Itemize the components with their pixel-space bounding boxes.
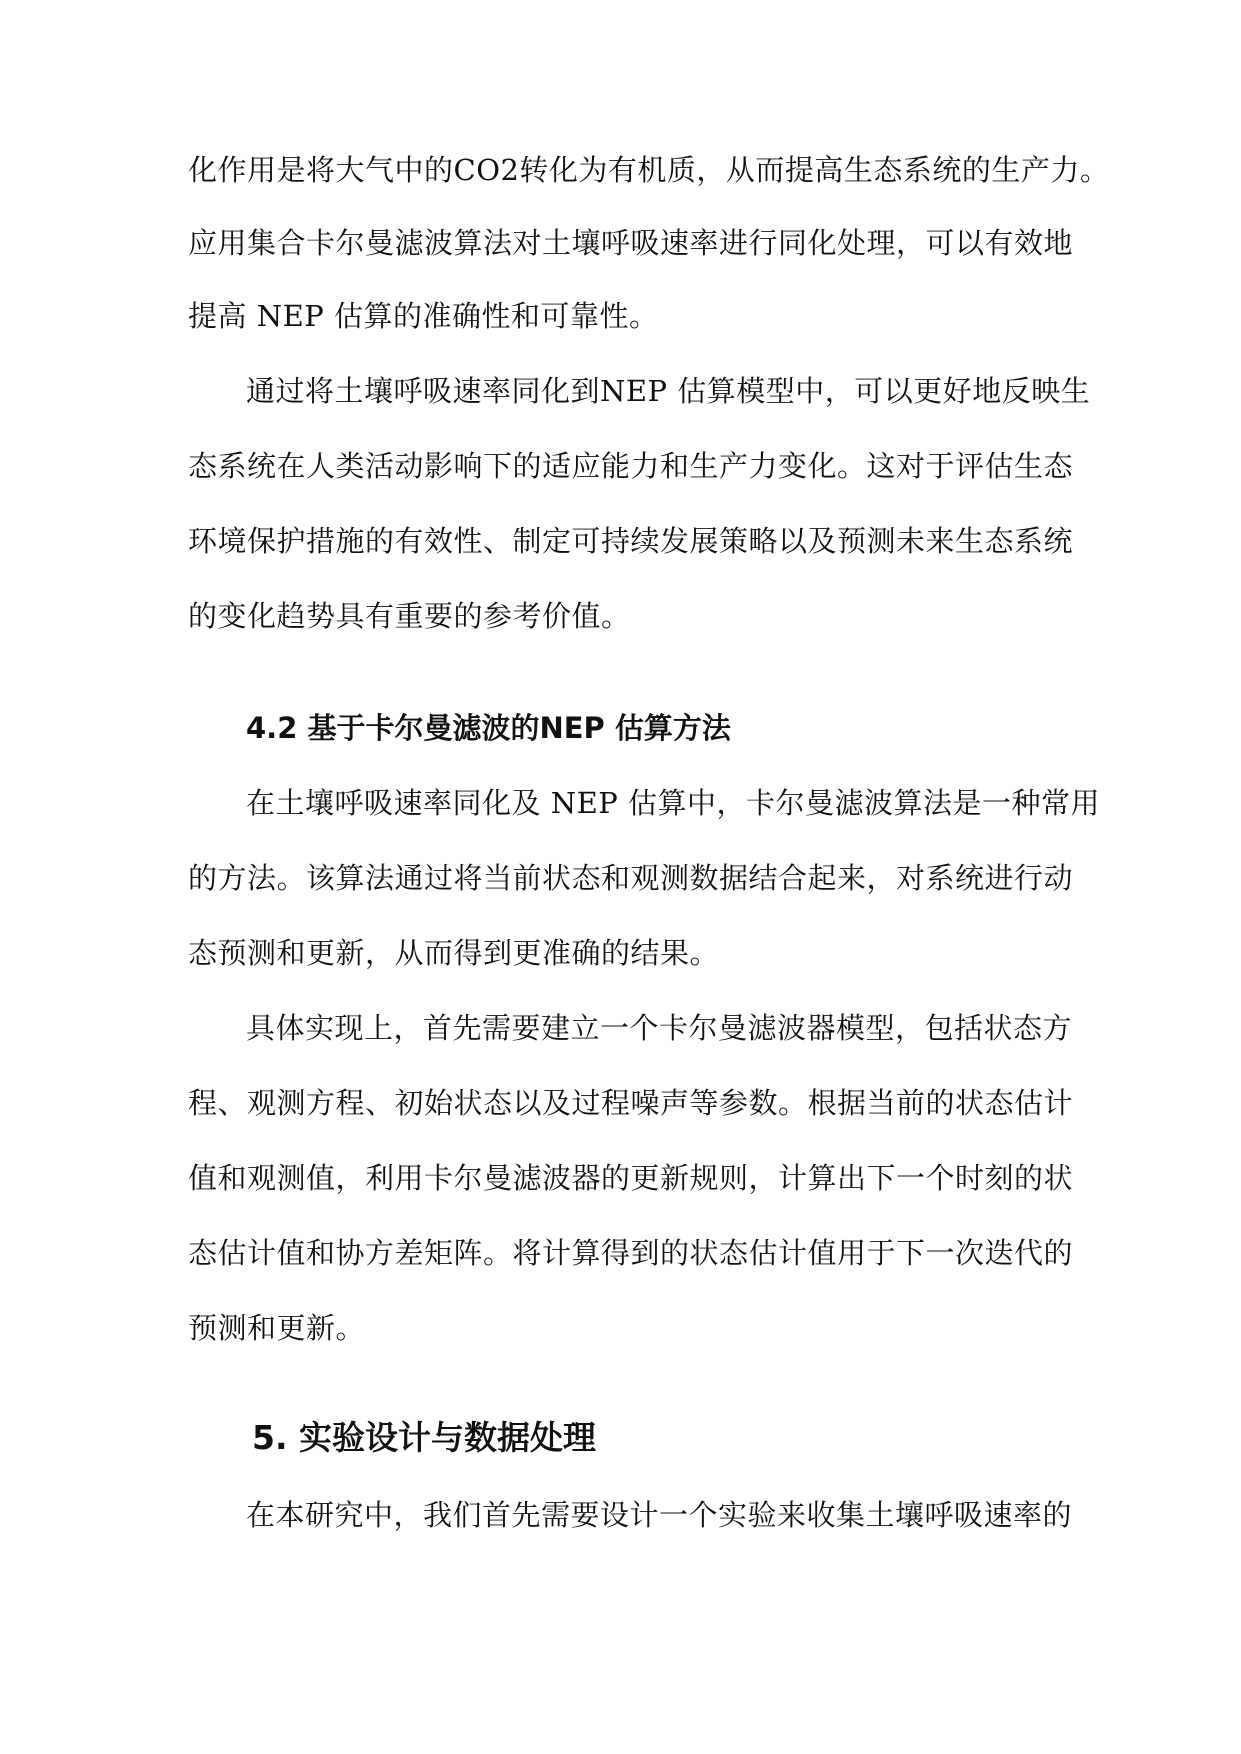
paragraph-3-line-1: 在土壤呼吸速率同化及 NEP 估算中，卡尔曼滤波算法是一种常用 — [246, 786, 1100, 820]
paragraph-5-line-1: 在本研究中，我们首先需要设计一个实验来收集土壤呼吸速率的 — [246, 1498, 1073, 1532]
paragraph-4-line-3: 值和观测值，利用卡尔曼滤波器的更新规则，计算出下一个时刻的状 — [188, 1161, 1074, 1195]
paragraph-3-line-3: 态预测和更新，从而得到更准确的结果。 — [188, 936, 720, 970]
section-4-2-heading: 4.2 基于卡尔曼滤波的NEP 估算方法 — [246, 711, 731, 745]
paragraph-2-line-4: 的变化趋势具有重要的参考价值。 — [188, 599, 631, 633]
paragraph-3-line-2: 的方法。该算法通过将当前状态和观测数据结合起来，对系统进行动 — [188, 861, 1074, 895]
paragraph-4-line-5: 预测和更新。 — [188, 1311, 366, 1345]
paragraph-4-line-4: 态估计值和协方差矩阵。将计算得到的状态估计值用于下一次迭代的 — [188, 1236, 1074, 1270]
paragraph-2-line-3: 环境保护措施的有效性、制定可持续发展策略以及预测未来生态系统 — [188, 524, 1074, 558]
paragraph-4-line-1: 具体实现上，首先需要建立一个卡尔曼滤波器模型，包括状态方 — [246, 1011, 1073, 1045]
paragraph-1-line-2: 应用集合卡尔曼滤波算法对土壤呼吸速率进行同化处理，可以有效地 — [188, 226, 1074, 260]
paragraph-1-line-3: 提高 NEP 估算的准确性和可靠性。 — [188, 299, 659, 333]
paragraph-1-line-1: 化作用是将大气中的CO2转化为有机质，从而提高生态系统的生产力。 — [188, 153, 1110, 187]
section-5-heading: 5. 实验设计与数据处理 — [252, 1418, 596, 1457]
paragraph-2-line-2: 态系统在人类活动影响下的适应能力和生产力变化。这对于评估生态 — [188, 449, 1074, 483]
paragraph-4-line-2: 程、观测方程、初始状态以及过程噪声等参数。根据当前的状态估计 — [188, 1086, 1074, 1120]
paragraph-2-line-1: 通过将土壤呼吸速率同化到NEP 估算模型中，可以更好地反映生 — [246, 374, 1091, 408]
